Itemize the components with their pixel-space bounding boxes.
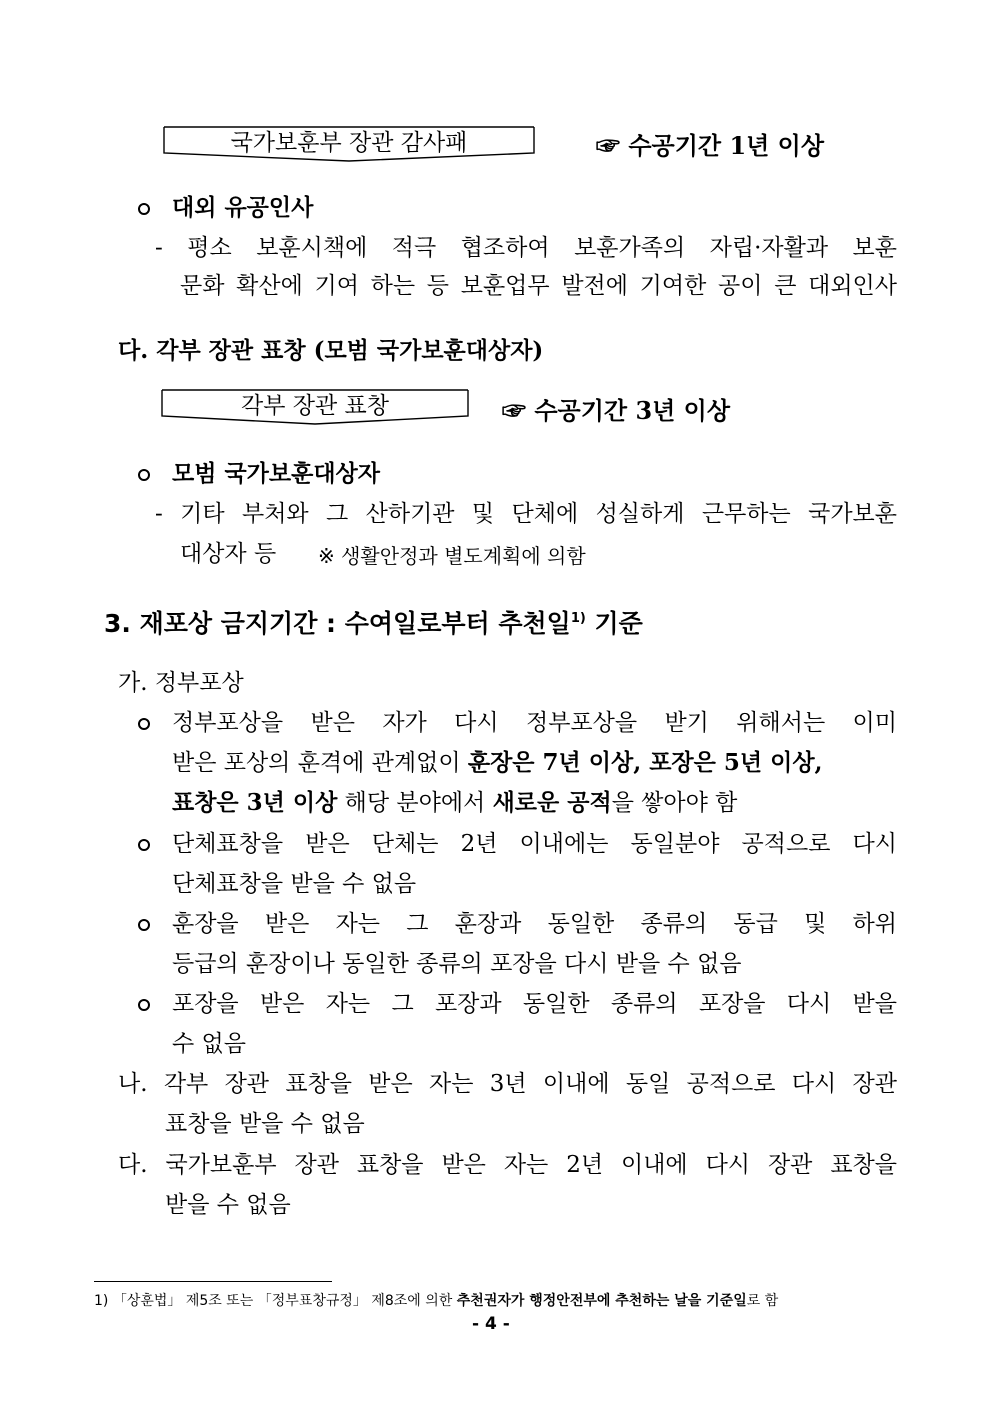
bullet-circle: [138, 469, 150, 481]
ga-item1-line2-a: 받은 포상의 훈격에 관계없이: [172, 750, 468, 776]
footnote-ref: 1): [570, 611, 586, 626]
section-na-line1: 나. 각부 장관 표창을 받은 자는 3년 이내에 동일 공적으로 다시 장관: [118, 1071, 897, 1097]
ga-item1-line3-b: 해당 분야에서: [337, 790, 493, 816]
footnote-text-a: 1) 「상훈법」 제5조 또는 「정부표창규정」 제8조에 의한: [94, 1293, 457, 1309]
footnote-text-c: 로 함: [746, 1293, 779, 1309]
desc-model-veteran-line2: 대상자 등: [180, 541, 277, 567]
ga-item3-line1: 훈장을 받은 자는 그 훈장과 동일한 종류의 동급 및 하위: [172, 911, 897, 937]
ga-item2-line1: 단체표창을 받은 단체는 2년 이내에는 동일분야 공적으로 다시: [172, 831, 897, 857]
section-3-title-text: 3. 재포상 금지기간 : 수여일로부터 추천일: [104, 609, 571, 638]
ga-item3-line2: 등급의 훈장이나 동일한 종류의 포장을 다시 받을 수 없음: [172, 951, 742, 977]
footnote-1: [94, 1292, 778, 1310]
ga-item1-line3-a: 표창은 3년 이상: [172, 789, 338, 816]
bullet-circle: [138, 839, 150, 851]
banner-ministry-appreciation-plaque: [164, 127, 534, 161]
banner-ministerial-commendation: [162, 390, 468, 424]
section-3-title-end: 기준: [585, 609, 643, 638]
desc-external-contributor-line2: 문화 확산에 기여 하는 등 보훈업무 발전에 기여한 공이 큰 대외인사: [180, 273, 897, 299]
note-separate-plan: ※ 생활안정과 별도계획에 의함: [318, 544, 586, 568]
section-na-line2: 표창을 받을 수 없음: [165, 1111, 365, 1137]
desc-model-veteran-line1: - 기타 부처와 그 산하기관 및 단체에 성실하게 근무하는 국가보훈: [155, 501, 897, 527]
banner-label: 각부 장관 표창: [241, 393, 389, 419]
ga-item1-line3: [172, 788, 737, 818]
section-da-rule-line2: 받을 수 없음: [165, 1192, 291, 1218]
footnote-text-b: 추천권자가 행정안전부에 추천하는 날을 기준일: [456, 1293, 747, 1309]
ga-item1-line3-d: 을 쌓아야 함: [611, 790, 738, 816]
ga-item1-line1: 정부포상을 받은 자가 다시 정부포상을 받기 위해서는 이미: [172, 710, 897, 736]
section-3-title: [104, 603, 643, 640]
ga-item4-line2: 수 없음: [172, 1031, 246, 1057]
footnote-divider: [94, 1281, 332, 1282]
ga-item2-line2: 단체표창을 받을 수 없음: [172, 871, 417, 897]
section-da-heading: 다. 각부 장관 표창 (모범 국가보훈대상자): [118, 337, 544, 364]
bullet-circle: [138, 919, 150, 931]
section-ga-heading: 가. 정부포상: [118, 670, 244, 696]
ga-item1-line2: [172, 748, 897, 778]
bullet-external-contributor: 대외 유공인사: [172, 194, 314, 221]
bullet-circle: [138, 718, 150, 730]
bullet-circle: [138, 999, 150, 1011]
bullet-model-veteran: 모범 국가보훈대상자: [172, 460, 380, 487]
criterion-1-year: ☞ 수공기간 1년 이상: [596, 131, 825, 160]
page-number: - 4 -: [472, 1314, 510, 1334]
desc-external-contributor-line1: - 평소 보훈시책에 적극 협조하여 보훈가족의 자립·자활과 보훈: [155, 235, 897, 261]
section-da-rule-line1: 다. 국가보훈부 장관 표창을 받은 자는 2년 이내에 다시 장관 표창을: [118, 1152, 897, 1178]
ga-item1-line2-b: 훈장은 7년 이상, 포장은 5년 이상,: [467, 749, 823, 776]
banner-label: 국가보훈부 장관 감사패: [230, 130, 468, 156]
ga-item1-line3-c: 새로운 공적: [492, 789, 612, 816]
criterion-3-years: ☞ 수공기간 3년 이상: [502, 396, 731, 425]
ga-item4-line1: 포장을 받은 자는 그 포장과 동일한 종류의 포장을 다시 받을: [172, 991, 897, 1017]
bullet-circle: [138, 203, 150, 215]
